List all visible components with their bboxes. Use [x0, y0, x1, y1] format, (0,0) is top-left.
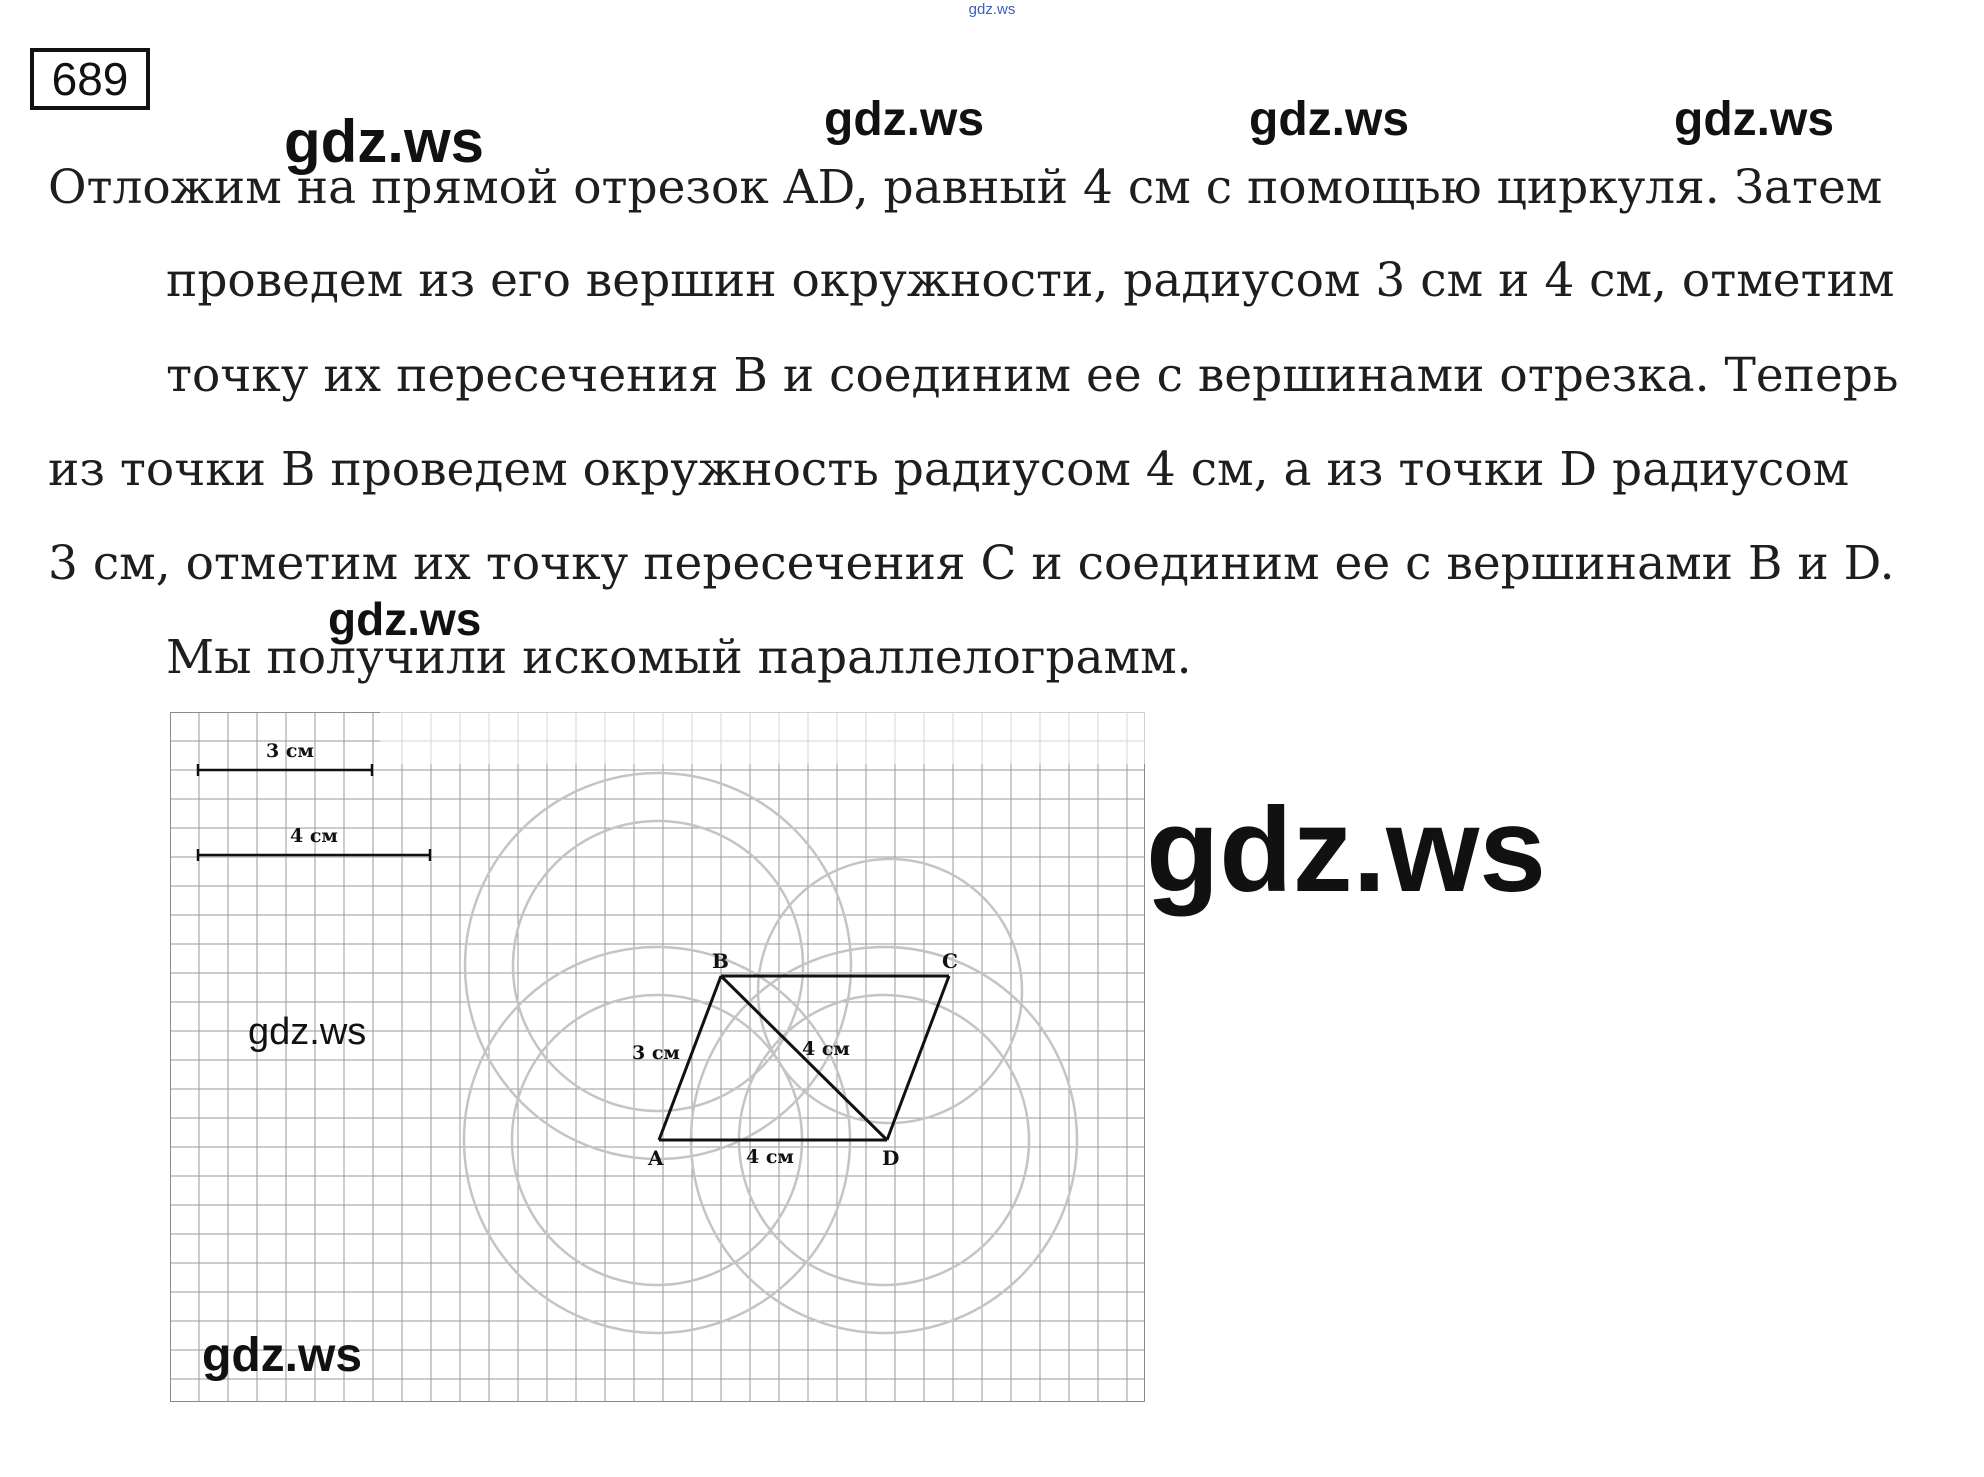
point-a-label: A [648, 1146, 664, 1170]
watermark: gdz.ws [202, 1329, 363, 1382]
solution-line: из точки B проведем окружность радиусом 4 см, а из точки D радиусом [48, 442, 1850, 497]
watermark: gdz.ws [1249, 93, 1410, 146]
figure-canvas [170, 712, 1145, 1402]
task-number: 689 [30, 48, 150, 110]
solution-line: точку их пересечения B и соединим ее с вершинами отрезка. Теперь [166, 348, 1899, 403]
point-d-label: D [882, 1146, 900, 1170]
watermark: gdz.ws [248, 1011, 367, 1053]
label-ad: 4 см [746, 1146, 794, 1168]
ref-label-4cm: 4 см [290, 825, 338, 847]
construction-figure [170, 712, 1145, 1402]
solution-line: Мы получили искомый параллелограмм. [166, 630, 1192, 685]
label-ab: 3 см [632, 1042, 680, 1064]
erased-band [380, 712, 1145, 764]
solution-line: Отложим на прямой отрезок AD, равный 4 см с помощью циркуля. Затем [48, 160, 1883, 215]
site-mark[interactable]: gdz.ws [968, 1, 1016, 18]
watermark: gdz.ws [824, 93, 985, 146]
watermark: gdz.ws [328, 593, 482, 645]
watermark: gdz.ws [1674, 93, 1835, 146]
label-bd: 4 см [802, 1038, 850, 1060]
watermark: gdz.ws [284, 108, 485, 175]
point-b-label: B [712, 949, 729, 973]
watermark: gdz.ws [1146, 783, 1547, 917]
point-c-label: C [942, 949, 958, 973]
ref-label-3cm: 3 см [266, 740, 314, 762]
solution-line: 3 см, отметим их точку пересечения C и соединим ее с вершинами B и D. [48, 536, 1895, 591]
solution-line: проведем из его вершин окружности, радиусом 3 см и 4 см, отметим [166, 253, 1895, 308]
